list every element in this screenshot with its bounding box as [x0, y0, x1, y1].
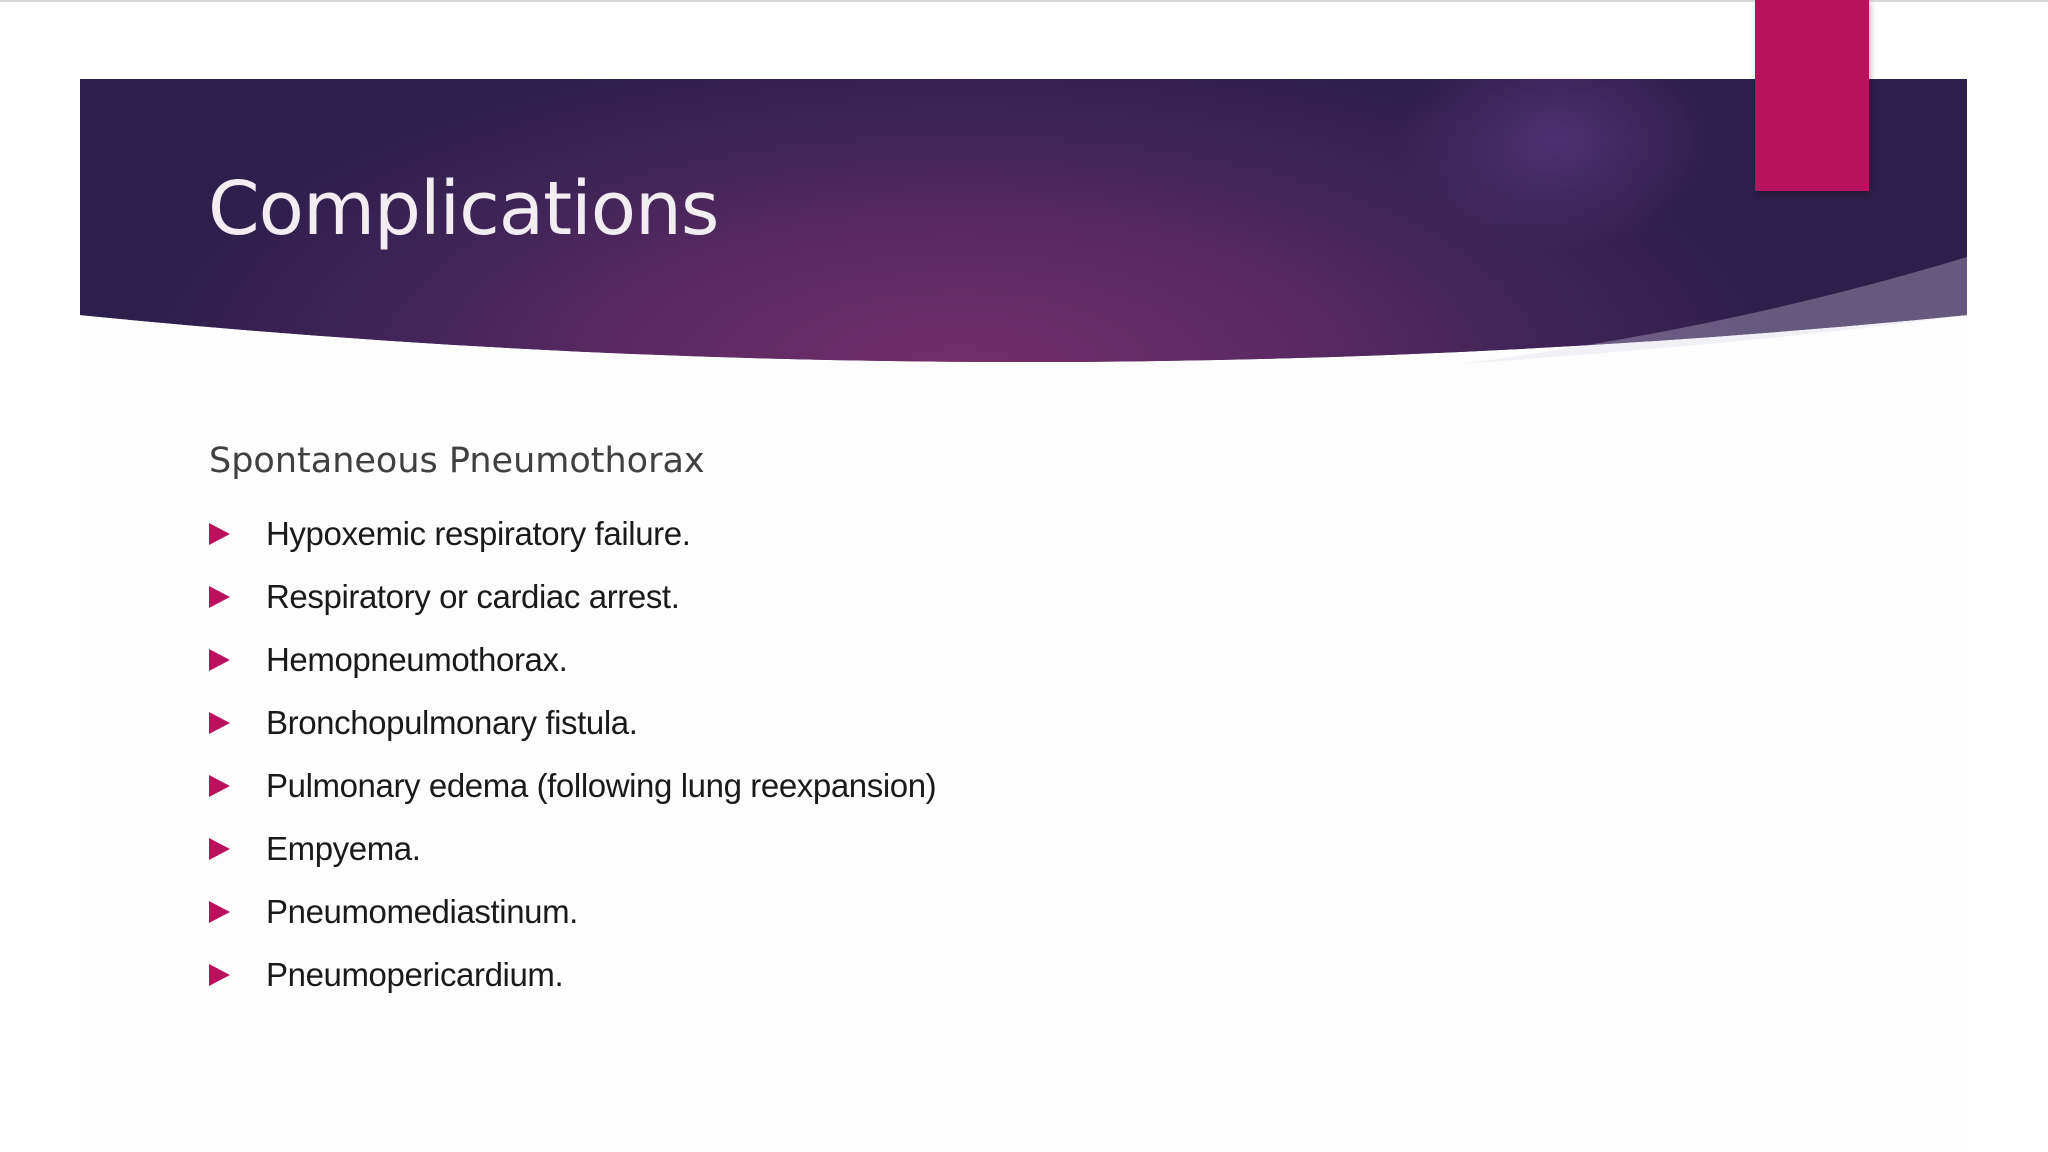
triangle-right-icon — [209, 964, 230, 986]
bullet-item — [209, 565, 936, 628]
bullet-item — [209, 754, 936, 817]
triangle-right-icon — [209, 586, 230, 608]
bullet-item — [209, 817, 936, 880]
bullet-text: Empyema. — [266, 829, 421, 867]
triangle-right-icon — [209, 712, 230, 734]
bullet-list — [209, 502, 936, 1006]
bullet-text: Respiratory or cardiac arrest. — [266, 577, 680, 615]
bullet-item — [209, 502, 936, 565]
bullet-item — [209, 691, 936, 754]
bullet-text: Hypoxemic respiratory failure. — [266, 514, 691, 552]
triangle-right-icon — [209, 901, 230, 923]
triangle-right-icon — [209, 838, 230, 860]
bullet-text: Hemopneumothorax. — [266, 640, 568, 678]
bullet-text: Pneumopericardium. — [266, 955, 564, 993]
top-divider — [0, 0, 2048, 2]
slide-subtitle: Spontaneous Pneumothorax — [209, 441, 705, 481]
triangle-right-icon — [209, 649, 230, 671]
slide-title: Complications — [208, 166, 719, 252]
bullet-item — [209, 943, 936, 1006]
bullet-text: Bronchopulmonary fistula. — [266, 703, 638, 741]
accent-bar — [1755, 0, 1869, 191]
triangle-right-icon — [209, 523, 230, 545]
triangle-right-icon — [209, 775, 230, 797]
bullet-item — [209, 628, 936, 691]
bullet-item — [209, 880, 936, 943]
bullet-text: Pulmonary edema (following lung reexpansion) — [266, 766, 937, 804]
bullet-text: Pneumomediastinum. — [266, 892, 578, 930]
